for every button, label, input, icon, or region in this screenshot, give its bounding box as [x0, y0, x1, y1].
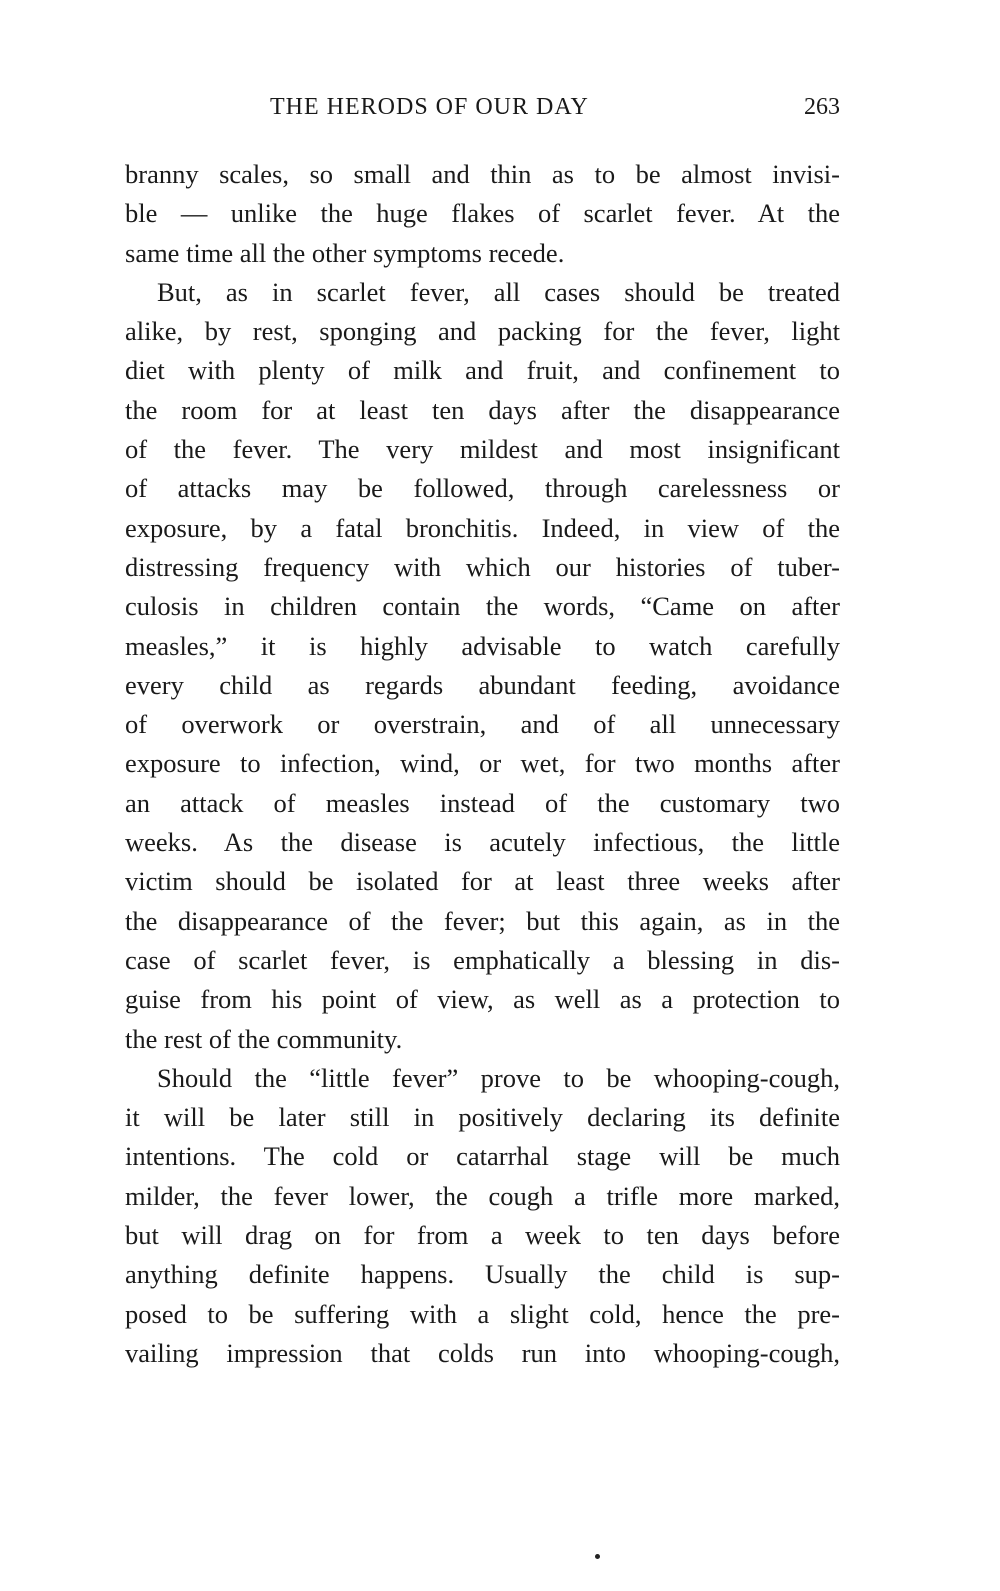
page-header	[125, 94, 840, 130]
text-line: guise from his point of view, as well as a protection to	[125, 984, 840, 1015]
text-line: an attack of measles instead of the customary two	[125, 787, 840, 818]
text-line: distressing frequency with which our histories of tuber-	[125, 551, 840, 582]
running-title: THE HERODS OF OUR DAY	[270, 94, 589, 120]
text-line: case of scarlet fever, is emphatically a blessing in dis-	[125, 944, 840, 975]
page-number: 263	[804, 94, 840, 120]
text-line: But, as in scarlet fever, all cases should be treated	[157, 276, 840, 307]
text-line: the room for at least ten days after the disappearance	[125, 394, 840, 425]
text-line: exposure, by a fatal bronchitis. Indeed, in view of the	[125, 512, 840, 543]
text-line: culosis in children contain the words, “Came on after	[125, 591, 840, 622]
text-line: of the fever. The very mildest and most insignificant	[125, 434, 840, 465]
text-line: measles,” it is highly advisable to watch carefully	[125, 630, 840, 661]
text-line: every child as regards abundant feeding, avoidance	[125, 669, 840, 700]
text-line: weeks. As the disease is acutely infectious, the little	[125, 827, 840, 858]
text-line: anything definite happens. Usually the child is sup-	[125, 1259, 840, 1290]
text-line: posed to be suffering with a slight cold, hence the pre-	[125, 1298, 840, 1329]
text-line: same time all the other symptoms recede.	[125, 237, 565, 268]
text-line: Should the “little fever” prove to be whooping-cough,	[157, 1062, 840, 1093]
text-line: diet with plenty of milk and fruit, and confinement to	[125, 355, 840, 386]
text-line: branny scales, so small and thin as to be almost invisi-	[125, 159, 840, 189]
text-line: ble — unlike the huge flakes of scarlet fever. At the	[125, 198, 840, 229]
text-line: of overwork or overstrain, and of all unnecessary	[125, 709, 840, 740]
body-text	[125, 155, 840, 1373]
text-line: exposure to infection, wind, or wet, for two months after	[125, 748, 840, 779]
text-line: vailing impression that colds run into whooping-cough,	[125, 1337, 840, 1368]
text-line: it will be later still in positively declaring its definite	[125, 1102, 840, 1133]
text-line: victim should be isolated for at least three weeks after	[125, 866, 840, 897]
scan-speck	[595, 1554, 600, 1559]
text-line: of attacks may be followed, through carelessness or	[125, 473, 840, 504]
text-line: the disappearance of the fever; but this again, as in the	[125, 905, 840, 936]
text-line: milder, the fever lower, the cough a trifle more marked,	[125, 1180, 840, 1211]
text-line: but will drag on for from a week to ten days before	[125, 1220, 840, 1251]
text-line: the rest of the community.	[125, 1023, 403, 1054]
text-line: alike, by rest, sponging and packing for the fever, light	[125, 316, 840, 347]
text-line: intentions. The cold or catarrhal stage will be much	[125, 1141, 840, 1172]
